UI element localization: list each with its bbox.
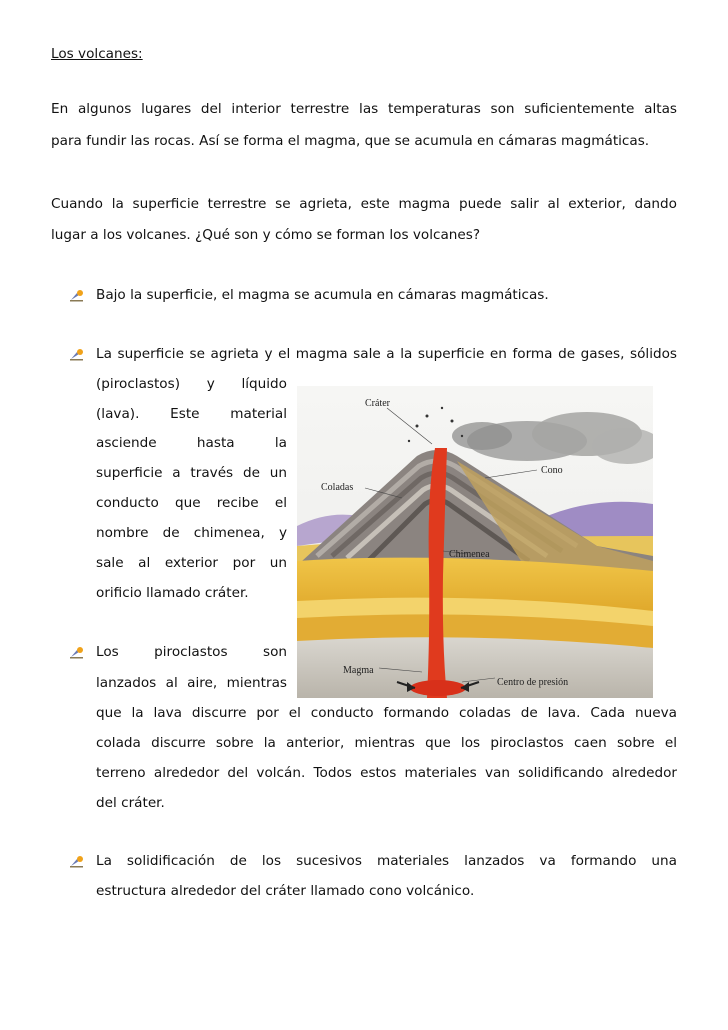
- label-cono: Cono: [541, 465, 563, 476]
- list-item-text: terreno alrededor del volcán. Todos estos materiales van solidificando alrededor: [96, 765, 677, 781]
- list-item-text: del cráter.: [96, 795, 165, 811]
- list-item-text: La solidificación de los sucesivos materiales lanzados va formando una: [96, 853, 677, 869]
- list-item-text: colada discurre sobre la anterior, mientras que los piroclastos caen sobre el: [96, 735, 677, 751]
- pin-bullet-icon: [70, 348, 85, 361]
- list-item-text: asciende hasta la: [96, 435, 287, 451]
- paragraph-line: para fundir las rocas. Así se forma el magma, que se acumula en cámaras magmáticas.: [51, 133, 650, 149]
- paragraph-line: lugar a los volcanes. ¿Qué son y cómo se forman los volcanes?: [51, 227, 481, 243]
- label-magma: Magma: [343, 665, 374, 676]
- volcano-diagram: [297, 386, 653, 698]
- label-chimenea: Chimenea: [449, 549, 490, 560]
- list-item-text: superficie a través de un: [96, 465, 287, 481]
- list-item-text: conducto que recibe el: [96, 495, 287, 511]
- list-item-text: estructura alrededor del cráter llamado cono volcánico.: [96, 883, 475, 899]
- list-item-text: sale al exterior por un: [96, 555, 287, 571]
- list-item-text: nombre de chimenea, y: [96, 525, 287, 541]
- label-coladas: Coladas: [321, 482, 354, 493]
- label-centro-presion: Centro de presión: [497, 677, 569, 688]
- list-item-text: que la lava discurre por el conducto formando coladas de lava. Cada nueva: [96, 705, 677, 721]
- list-item-text: (lava). Este material: [96, 406, 287, 422]
- list-item-text: (piroclastos) y líquido: [96, 376, 287, 392]
- page-title: Los volcanes:: [51, 46, 143, 62]
- list-item-text: orificio llamado cráter.: [96, 585, 249, 601]
- list-item-text: lanzados al aire, mientras: [96, 675, 287, 691]
- list-item-text: Los piroclastos son: [96, 644, 287, 660]
- pin-bullet-icon: [70, 289, 85, 302]
- list-item-text: Bajo la superficie, el magma se acumula en cámaras magmáticas.: [96, 287, 549, 303]
- pin-bullet-icon: [70, 646, 85, 659]
- paragraph-line: En algunos lugares del interior terrestre las temperaturas son suficientemente altas: [51, 101, 677, 117]
- paragraph-line: Cuando la superficie terrestre se agrieta, este magma puede salir al exterior, dando: [51, 196, 677, 212]
- pin-bullet-icon: [70, 855, 85, 868]
- list-item-text: La superficie se agrieta y el magma sale a la superficie en forma de gases, sólidos: [96, 346, 677, 362]
- label-crater: Cráter: [365, 398, 390, 409]
